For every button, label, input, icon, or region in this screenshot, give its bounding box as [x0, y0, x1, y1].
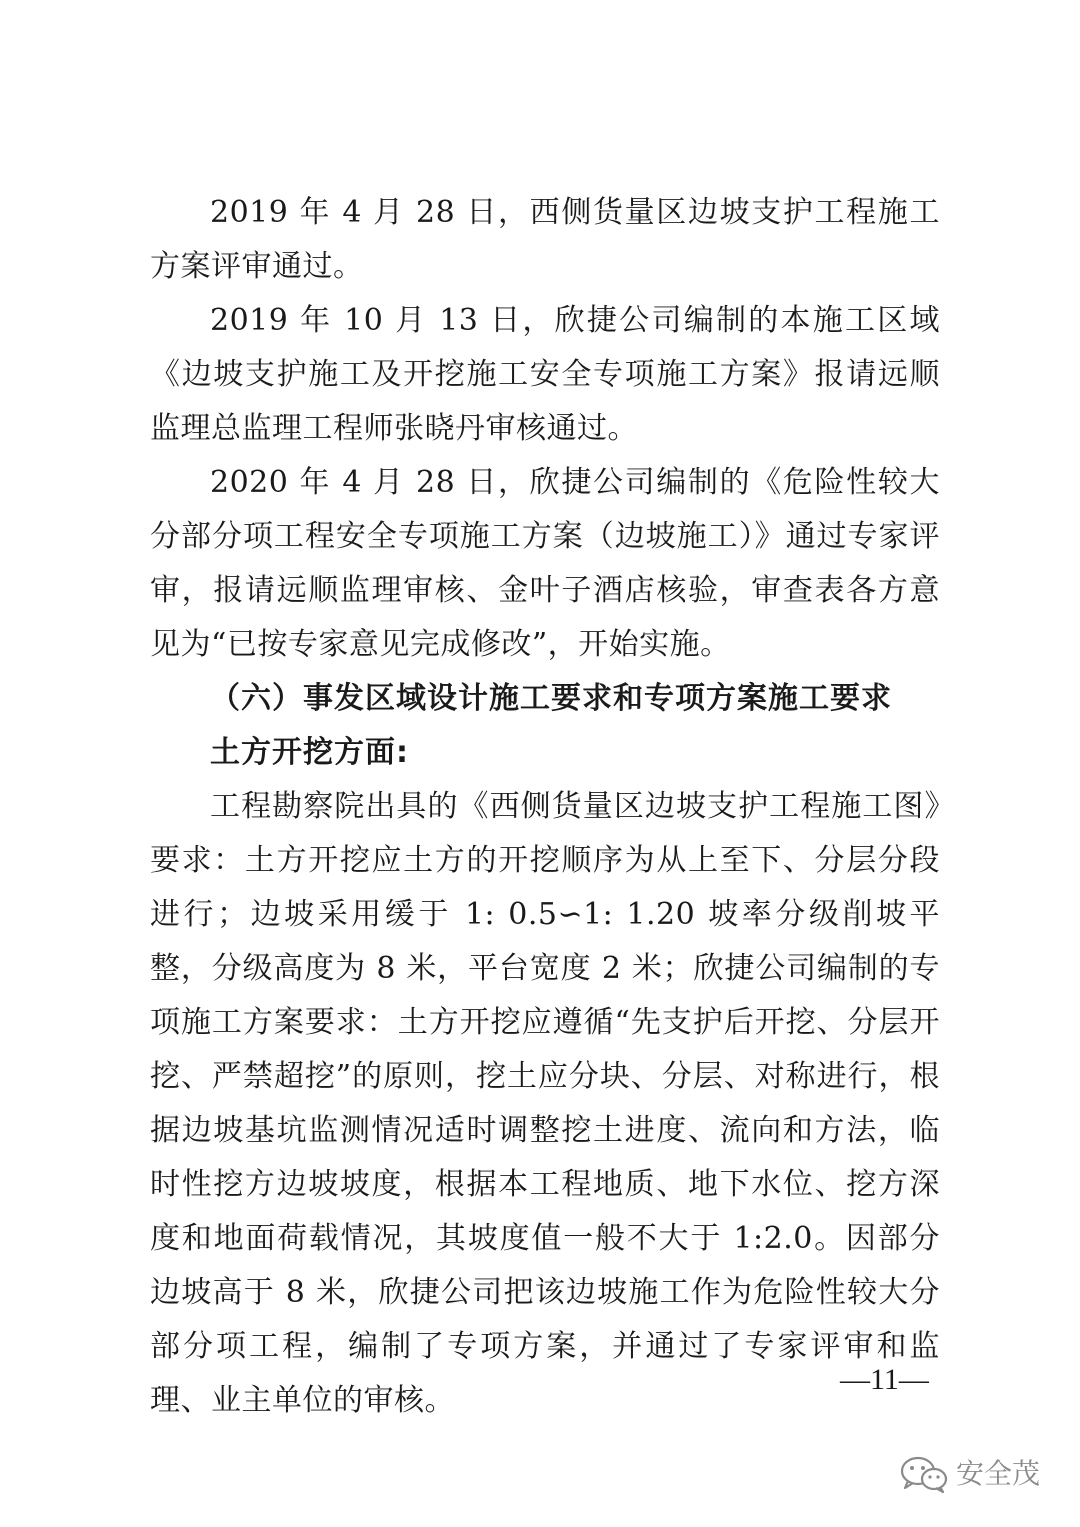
- subheading-earthwork: 土方开挖方面:: [210, 735, 409, 770]
- wechat-icon: [898, 1454, 950, 1494]
- paragraph-earthwork-requirements: 工程勘察院出具的《西侧货量区边坡支护工程施工图》要求：土方开挖应土方的开挖顺序为从上至下、分层分段进行；边坡采用缓于 1: 0.5∽1: 1.20 坡率分级削坡平整，分级高度为 8 米，平台宽度 2 米；欣捷公司编制的专项施工方案要求：土方开挖应遵循“先支护后开挖、分层开挖、严禁超挖”的原则，挖土应分块、分层、对称进行，根据边坡基坑监测情况适时调整挖土进度、流向和方法，临时性挖方边坡坡度，根据本工程地质、地下水位、挖方深度和地面荷载情况，其坡度值一般不大于 1:2.0。因部分边坡高于 8 米，欣捷公司把该边坡施工作为危险性较大分部分项工程，编制了专项方案，并通过了专家评审和监理、业主单位的审核。: [150, 789, 940, 1418]
- watermark: [898, 1452, 1040, 1496]
- paragraph-review-2019-10: 2019 年 10 月 13 日，欣捷公司编制的本施工区域《边坡支护施工及开挖施工安全专项施工方案》报请远顺监理总监理工程师张晓丹审核通过。: [150, 303, 940, 446]
- watermark-text: 安全茂: [956, 1457, 1041, 1490]
- page-number: —11—: [840, 1363, 929, 1396]
- paragraph-review-2020-04: 2020 年 4 月 28 日，欣捷公司编制的《危险性较大分部分项工程安全专项施工方案（边坡施工）》通过专家评审，报请远顺监理审核、金叶子酒店核验，审查表各方意见为“已按专家意见完成修改”，开始实施。: [150, 465, 940, 662]
- paragraph-review-2019-04: 2019 年 4 月 28 日，西侧货量区边坡支护工程施工方案评审通过。: [150, 195, 940, 284]
- document-body: [150, 186, 940, 1428]
- section-heading: （六）事发区域设计施工要求和专项方案施工要求: [210, 681, 892, 716]
